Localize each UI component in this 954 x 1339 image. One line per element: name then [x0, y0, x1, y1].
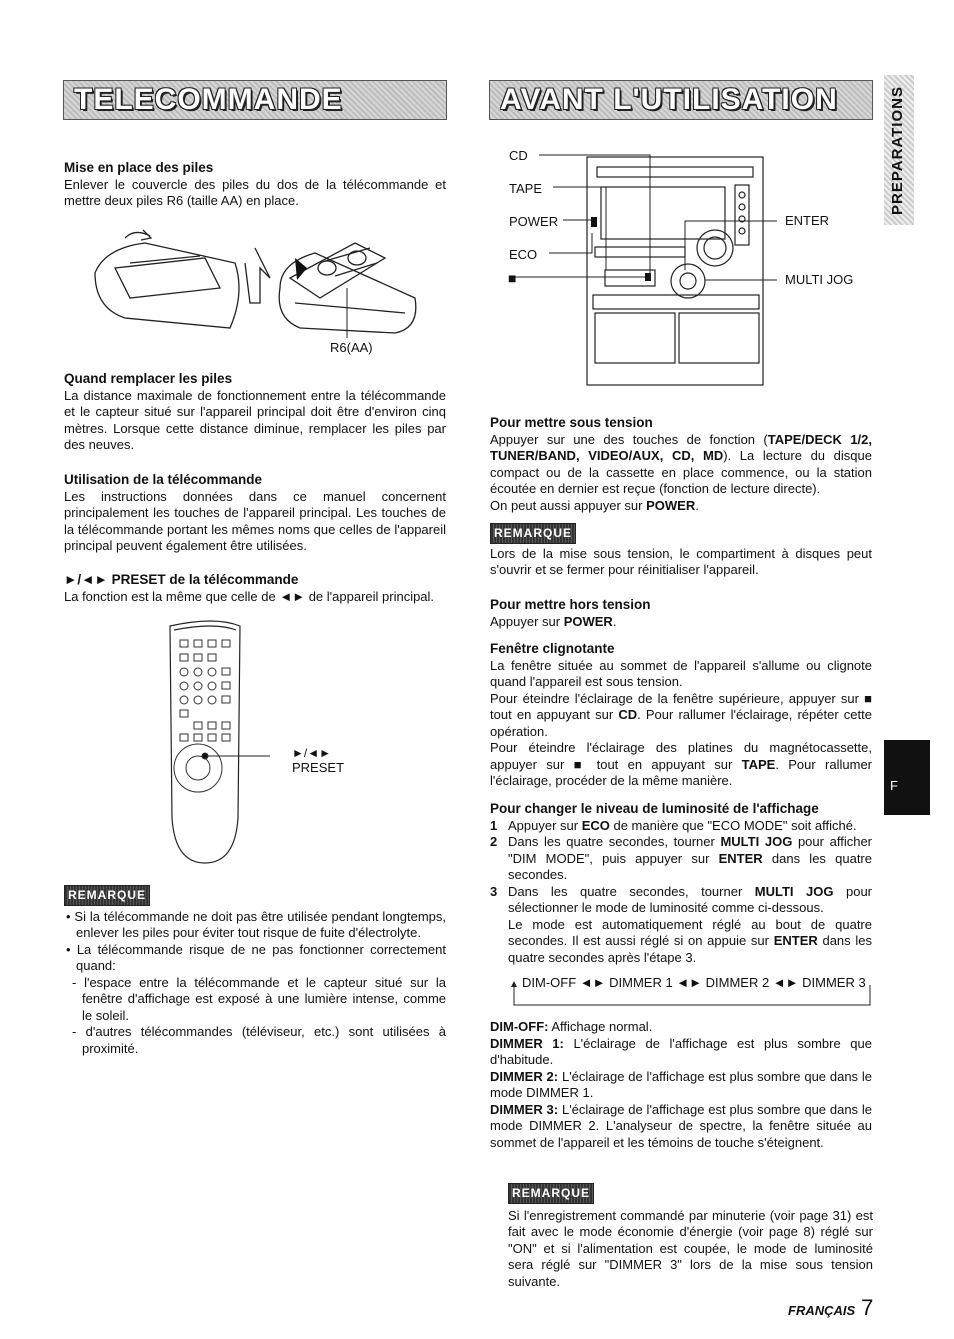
- note-dash: - l'espace entre la télécommande et le capteur situé sur la fenêtre d'affichage est exposé à une lumière intense, comme le soleil.: [72, 974, 446, 1023]
- left-banner: [63, 80, 447, 120]
- section-text: [490, 614, 872, 631]
- label-power: POWER: [509, 214, 559, 229]
- text-part: dans les quatre secondes.: [508, 850, 872, 882]
- page-number: 7: [861, 1295, 874, 1320]
- remarque-badge: REMARQUE: [508, 1183, 594, 1204]
- bold-part: DIMMER 2:: [490, 1068, 559, 1084]
- dimmer-3-desc: [490, 1102, 872, 1152]
- step-2: [490, 834, 872, 884]
- section-title: Quand remplacer les piles: [64, 371, 233, 386]
- step-1: [490, 818, 872, 835]
- text-part: de l'appareil principal.: [305, 588, 435, 604]
- language-tab: [884, 740, 930, 815]
- text-part: pour afficher "DIM MODE", puis appuyer sur: [508, 834, 873, 866]
- text-part: On peut aussi appuyer sur: [490, 497, 647, 513]
- section-power-off: [490, 597, 872, 630]
- section-flashing-window: [490, 641, 872, 790]
- cycle-text: DIM-OFF ◄► DIMMER 1 ◄► DIMMER 2 ◄► DIMMER 3: [522, 975, 866, 990]
- step-number: 1: [490, 817, 498, 833]
- section-text: Enlever le couvercle des piles du dos de la télécommande et mettre deux piles R6 (taille AA) en place.: [64, 176, 446, 208]
- timer-note: [508, 1183, 873, 1290]
- dim-off-desc: [490, 1019, 872, 1036]
- note-bullet: • Si la télécommande ne doit pas être utilisée pendant longtemps, enlever les piles pour éviter tout risque de fuite d'électrolyte.: [66, 908, 446, 940]
- dimmer-2-desc: [490, 1069, 872, 1102]
- note-text: Si l'enregistrement commandé par minuterie (voir page 31) est fait avec le mode économie d'énergie (voir page 8) réglé sur "ON" et si l'alimentation est coupée, le mode de luminosité sera réglé sur "DIMMER 3" lors de la mise sous tension suivante.: [508, 1207, 873, 1289]
- section-text: Les instructions données dans ce manuel concernent principalement les touches de l'appareil principal. Les touches de la télécommande portant les mêmes noms que celles de l'appareil principal peuvent également être utilisées.: [64, 488, 446, 553]
- bold-part: ENTER: [718, 850, 763, 866]
- section-battery-replace: [64, 371, 446, 454]
- section-brightness: [490, 801, 872, 966]
- preset-symbol: ►/◄►: [64, 572, 108, 587]
- right-banner-title: AVANT L'UTILISATION: [500, 83, 838, 116]
- text-part: tout en appuyant sur: [587, 756, 742, 772]
- step-3: [490, 884, 872, 917]
- preset-title: PRESET de la télécommande: [111, 572, 299, 587]
- bold-part: CD: [618, 707, 638, 722]
- text-part: Pour éteindre l'éclairage des platines du magnétocassette, appuyer sur: [490, 740, 872, 772]
- text-part: Pour éteindre l'éclairage de la fenêtre supérieure, appuyer sur: [490, 690, 865, 706]
- remote-note: [64, 885, 446, 1057]
- bold-part: DIMMER 1:: [490, 1035, 564, 1051]
- side-tab-label: PREPARATIONS: [889, 86, 906, 215]
- page-footer: [788, 1295, 874, 1320]
- text-part: L'éclairage de l'affichage est plus sombre que dans le mode DIMMER 2. L'analyseur de spectre, la fenêtre située au sommet de l'appareil et les témoins de touche s'éteignent.: [490, 1101, 873, 1150]
- bold-part: MULTI JOG: [754, 883, 834, 899]
- step-number: 3: [490, 883, 498, 899]
- section-text: La distance maximale de fonctionnement entre la télécommande et le capteur situé sur l'appareil principal doit être d'environ cinq mètres. Lorsque cette distance diminue, remplacer les piles par des neuves.: [64, 387, 446, 452]
- section-text: [490, 691, 872, 741]
- label-eco: ECO: [509, 247, 538, 262]
- text-part: L'éclairage de l'affichage est plus sombre que dans le mode DIMMER 1.: [490, 1068, 873, 1100]
- text-part: .: [612, 613, 617, 629]
- bold-part: POWER: [646, 497, 696, 513]
- note-bullet: • La télécommande risque de ne pas fonctionner correctement quand:: [66, 941, 446, 973]
- section-text: [490, 740, 872, 790]
- label-stop: ■: [508, 270, 517, 286]
- text-part: La fonction est la même que celle de: [64, 588, 280, 604]
- dimmer-cycle: [510, 975, 872, 1011]
- symbol-part: ◄►: [279, 588, 306, 604]
- battery-label: R6(AA): [330, 340, 373, 355]
- section-text: [490, 498, 872, 515]
- symbol-part: ■: [573, 756, 588, 772]
- bold-part: ECO: [581, 817, 610, 833]
- section-text: [64, 589, 446, 606]
- text-part: L'éclairage de l'affichage est plus sombre que d'habitude.: [490, 1035, 872, 1067]
- section-title: Pour mettre sous tension: [490, 415, 653, 430]
- label-cd: CD: [509, 148, 528, 163]
- right-banner: [489, 80, 873, 120]
- dimmer-descriptions: [490, 1019, 872, 1151]
- label-enter: ENTER: [785, 213, 830, 228]
- step-number: 2: [490, 834, 498, 849]
- text-part: Appuyer sur: [508, 817, 582, 833]
- text-part: . Pour rallumer l'éclairage, procéder de la même manière.: [490, 756, 873, 788]
- preset-symbol-label: ►/◄►: [292, 746, 331, 760]
- section-title: Mise en place des piles: [64, 160, 214, 175]
- dimmer-1-desc: [490, 1036, 872, 1069]
- language-tab-label: F: [890, 778, 898, 793]
- label-multi-jog: MULTI JOG: [785, 272, 854, 287]
- text-part: pour sélectionner le mode de luminosité comme ci-dessous.: [508, 883, 873, 915]
- battery-illustration: [85, 218, 425, 358]
- label-tape: TAPE: [509, 181, 542, 196]
- text-part: Appuyer sur une des touches de fonction (: [490, 431, 768, 447]
- remote-illustration: [160, 618, 270, 870]
- section-power-on: [490, 415, 872, 579]
- stereo-diagram: [505, 145, 875, 390]
- step-3-detail: [490, 917, 872, 967]
- bold-part: DIMMER 3:: [490, 1101, 559, 1117]
- text-part: . Pour rallumer l'éclairage, répéter cette opération.: [490, 707, 872, 739]
- symbol-part: ■: [864, 690, 872, 706]
- section-text: [490, 432, 872, 498]
- text-part: Le mode est automatiquement réglé au bout de quatre secondes. Il est aussi réglé si on appuie sur: [508, 916, 872, 948]
- text-part: dans les quatre secondes après l'étape 3.: [508, 933, 872, 965]
- text-part: ). La lecture du disque compact ou de la cassette en place commence, ou la station écoutée en dernier est reçue (fonction de lecture directe).: [490, 448, 872, 496]
- section-title: [64, 572, 446, 589]
- section-title: Pour changer le niveau de luminosité de l'affichage: [490, 801, 819, 816]
- section-title: Pour mettre hors tension: [490, 597, 651, 612]
- side-tab-preparations: [884, 75, 914, 225]
- footer-language: FRANÇAIS: [788, 1303, 856, 1318]
- note-text: Lors de la mise sous tension, le compartiment à disques peut s'ouvrir et se fermer pour réinitialiser l'appareil.: [490, 545, 872, 577]
- section-preset: [64, 572, 446, 605]
- bold-part: ENTER: [773, 933, 818, 948]
- text-part: de manière que "ECO MODE" soit affiché.: [609, 817, 857, 833]
- section-remote-use: [64, 472, 446, 555]
- bold-part: TAPE/DECK 1/2, TUNER/BAND, VIDEO/AUX, CD, MD: [490, 431, 872, 463]
- text-part: Dans les quatre secondes, tourner: [508, 883, 755, 899]
- text-part: tout en appuyant sur: [490, 707, 619, 722]
- remarque-badge: REMARQUE: [64, 885, 150, 906]
- section-title: Fenêtre clignotante: [490, 641, 615, 656]
- bold-part: DIM-OFF:: [490, 1019, 549, 1034]
- text-part: Dans les quatre secondes, tourner: [508, 834, 721, 849]
- bold-part: POWER: [563, 613, 613, 629]
- bold-part: TAPE: [741, 756, 776, 772]
- section-battery-install: [64, 160, 446, 210]
- remarque-badge: REMARQUE: [490, 523, 576, 544]
- text-part: .: [695, 497, 699, 513]
- left-banner-title: TELECOMMANDE: [74, 83, 343, 116]
- preset-label: PRESET: [292, 760, 345, 775]
- section-text: La fenêtre située au sommet de l'appareil s'allume ou clignote quand l'appareil est sous tension.: [490, 657, 872, 689]
- text-part: Affichage normal.: [548, 1019, 653, 1034]
- text-part: Appuyer sur: [490, 613, 564, 629]
- bold-part: MULTI JOG: [720, 834, 793, 849]
- section-title: Utilisation de la télécommande: [64, 472, 263, 487]
- note-dash: - d'autres télécommandes (téléviseur, etc.) sont utilisées à proximité.: [72, 1024, 446, 1056]
